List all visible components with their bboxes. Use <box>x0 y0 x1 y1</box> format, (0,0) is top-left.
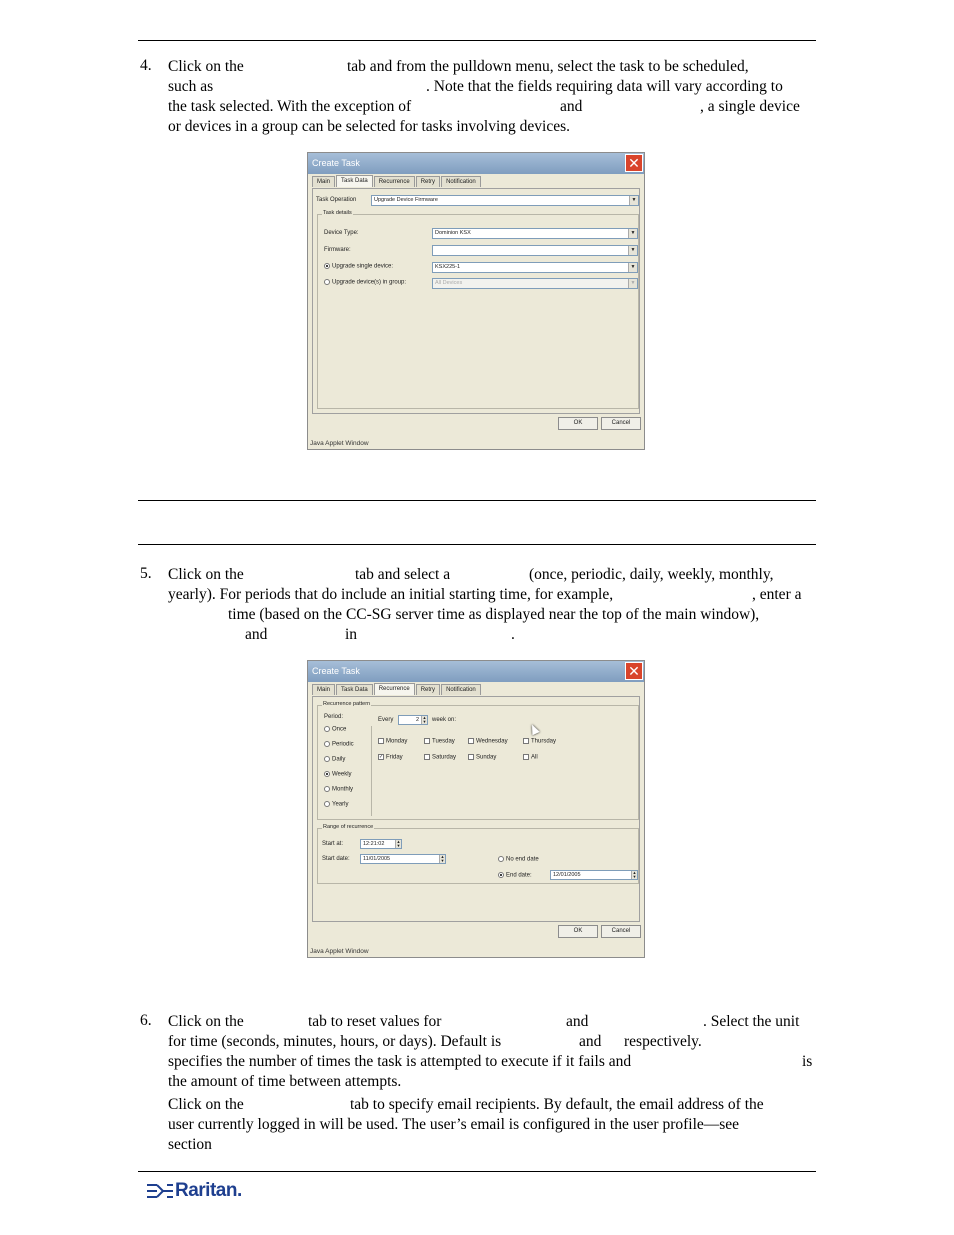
header-rule <box>138 40 816 41</box>
start-date-input[interactable]: 11/01/2005 ▲ ▼ <box>360 854 446 864</box>
start-at-label: Start at: <box>322 841 344 847</box>
ok-button[interactable]: OK <box>558 417 598 430</box>
start-at-input[interactable]: 12:21:02 ▲ ▼ <box>360 839 402 849</box>
single-device-value: KSX225-1 <box>435 264 461 270</box>
task-details-group <box>317 210 639 409</box>
device-type-label: Device Type: <box>324 230 359 236</box>
create-task-dialog-task-data <box>307 152 645 450</box>
footer-rule <box>138 1171 816 1172</box>
period-options <box>324 726 372 816</box>
day-sunday[interactable]: Sunday <box>468 754 496 761</box>
tab-retry[interactable]: Retry <box>416 684 440 695</box>
chevron-down-icon: ▼ <box>628 279 637 288</box>
period-label: Period: <box>324 714 344 720</box>
period-periodic[interactable]: Periodic <box>324 741 354 748</box>
period-monthly[interactable]: Monthly <box>324 786 353 793</box>
dialog-tabs <box>312 176 482 188</box>
firmware-select[interactable] <box>432 245 638 256</box>
dialog-title: Create Task <box>312 666 360 676</box>
ok-button[interactable]: OK <box>558 925 598 938</box>
radio-icon <box>324 279 330 285</box>
raritan-logo-text: Raritan. <box>175 1180 242 1201</box>
close-icon[interactable]: ✕ <box>625 662 643 680</box>
every-label: Every <box>378 717 394 723</box>
spinner-icon[interactable]: ▲ ▼ <box>396 839 401 848</box>
radio-icon <box>324 801 330 807</box>
spinner-icon[interactable]: ▲ ▼ <box>422 715 427 724</box>
period-weekly[interactable]: Weekly <box>324 771 352 778</box>
device-type-select[interactable] <box>432 228 638 239</box>
device-type-value: Dominion KSX <box>435 230 471 236</box>
recurrence-pattern-group <box>317 701 639 820</box>
range-of-recurrence-group <box>317 824 639 884</box>
radio-icon <box>324 726 330 732</box>
task-operation-value: Upgrade Device Firmware <box>374 197 438 203</box>
step-4-number: 4. <box>140 57 152 74</box>
spinner-icon[interactable]: ▲ ▼ <box>632 870 637 879</box>
cancel-button[interactable]: Cancel <box>601 925 641 938</box>
group-select[interactable] <box>432 278 638 289</box>
dialog-title: Create Task <box>312 158 360 168</box>
spinner-icon[interactable]: ▲ ▼ <box>440 854 445 863</box>
period-yearly[interactable]: Yearly <box>324 801 348 808</box>
task-details-label: Task details <box>323 210 352 216</box>
tab-task-data[interactable]: Task Data <box>336 684 373 695</box>
radio-selected-icon <box>498 872 504 878</box>
chevron-down-icon: ▼ <box>628 246 637 255</box>
start-date-label: Start date: <box>322 856 350 862</box>
tab-retry[interactable]: Retry <box>416 176 440 187</box>
create-task-dialog-recurrence <box>307 660 645 958</box>
raritan-logo-icon <box>145 1181 175 1201</box>
group-value: All Devices <box>435 280 463 286</box>
task-operation-label: Task Operation <box>316 197 357 203</box>
radio-icon <box>324 756 330 762</box>
week-on-label: week on: <box>432 717 457 723</box>
radio-icon <box>324 741 330 747</box>
radio-selected-icon <box>324 263 330 269</box>
checkbox-icon <box>468 738 474 744</box>
java-applet-status: Java Applet Window <box>310 440 369 447</box>
tab-recurrence[interactable]: Recurrence <box>374 176 415 187</box>
mouse-pointer-icon <box>528 723 539 735</box>
range-of-recurrence-label: Range of recurrence <box>323 824 374 830</box>
firmware-label: Firmware: <box>324 247 351 253</box>
recurrence-pattern-label: Recurrence pattern <box>323 701 371 707</box>
checkbox-icon <box>378 738 384 744</box>
radio-icon <box>498 856 504 862</box>
day-friday[interactable]: ✓ Friday <box>379 754 403 761</box>
end-date-option[interactable]: End date: <box>498 872 532 879</box>
day-all[interactable]: All <box>523 754 538 761</box>
cancel-button[interactable]: Cancel <box>601 417 641 430</box>
no-end-date-option[interactable]: No end date <box>498 856 539 863</box>
checkmark-icon: ✓ <box>379 754 384 760</box>
dialog-title-bar <box>308 153 644 174</box>
close-icon[interactable]: ✕ <box>625 154 643 172</box>
checkbox-icon <box>424 738 430 744</box>
java-applet-status: Java Applet Window <box>310 948 369 955</box>
chevron-down-icon: ▼ <box>628 229 637 238</box>
day-tuesday[interactable]: Tuesday <box>424 738 455 745</box>
radio-selected-icon <box>324 771 330 777</box>
dialog-tabs <box>312 684 482 696</box>
tab-task-data[interactable]: Task Data <box>336 175 373 187</box>
task-data-panel <box>312 188 640 414</box>
tab-main[interactable]: Main <box>312 684 335 695</box>
tab-recurrence[interactable]: Recurrence <box>374 683 415 695</box>
dialog-title-bar <box>308 661 644 682</box>
chevron-down-icon: ▼ <box>629 196 638 205</box>
checkbox-icon <box>424 754 430 760</box>
tab-main[interactable]: Main <box>312 176 335 187</box>
section-rule <box>138 500 816 501</box>
step-5-number: 5. <box>140 565 152 582</box>
every-weeks-input[interactable]: 2 ▲ ▼ <box>398 715 428 725</box>
recurrence-panel <box>312 696 640 922</box>
raritan-logo <box>145 1180 242 1202</box>
period-daily[interactable]: Daily <box>324 756 345 763</box>
radio-icon <box>324 786 330 792</box>
step-6-number: 6. <box>140 1012 152 1029</box>
checkbox-icon <box>523 754 529 760</box>
checkbox-icon <box>468 754 474 760</box>
tab-notification[interactable]: Notification <box>441 684 481 695</box>
period-once[interactable]: Once <box>324 726 346 733</box>
single-device-select[interactable] <box>432 262 638 273</box>
task-operation-select[interactable] <box>371 195 639 206</box>
day-monday[interactable]: Monday <box>378 738 407 745</box>
end-date-input[interactable]: 12/01/2005 ▲ ▼ <box>550 870 638 880</box>
day-thursday[interactable]: Thursday <box>523 738 556 745</box>
checkbox-icon <box>523 738 529 744</box>
chevron-down-icon: ▼ <box>628 263 637 272</box>
upgrade-single-option[interactable]: Upgrade single device: <box>324 263 393 270</box>
tab-notification[interactable]: Notification <box>441 176 481 187</box>
day-saturday[interactable]: Saturday <box>424 754 456 761</box>
day-wednesday[interactable]: Wednesday <box>468 738 508 745</box>
section-rule <box>138 544 816 545</box>
upgrade-group-option[interactable]: Upgrade device(s) in group: <box>324 279 406 286</box>
